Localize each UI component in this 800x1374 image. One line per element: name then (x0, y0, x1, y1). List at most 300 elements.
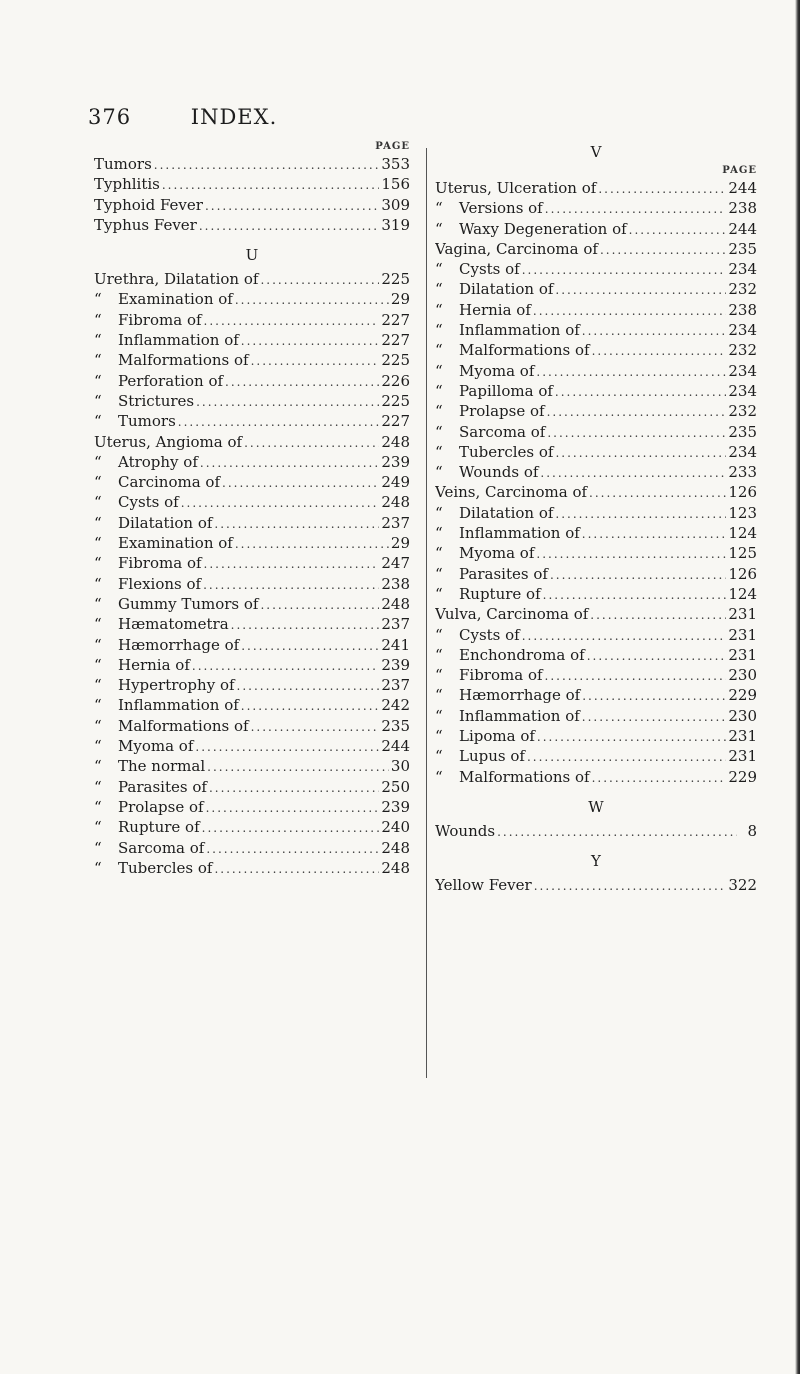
index-entry (435, 523, 757, 543)
page-title: INDEX. (190, 105, 278, 129)
entry-page: 232 (728, 402, 757, 421)
dot-leader (592, 768, 727, 787)
index-entry (435, 543, 757, 563)
ditto-mark: “ (435, 524, 443, 543)
entry-label: Versions of (459, 199, 543, 218)
ditto-mark: “ (94, 534, 102, 553)
entry-label: Waxy Degeneration of (459, 219, 627, 238)
ditto-mark: “ (435, 300, 443, 319)
entry-label: Cysts of (118, 493, 179, 512)
entry-page: 239 (381, 797, 410, 816)
ditto-mark: “ (435, 686, 443, 705)
entry-page: 124 (728, 584, 757, 603)
dot-leader (209, 778, 379, 797)
dot-leader (545, 666, 727, 685)
dot-leader (205, 196, 379, 215)
entry-page: 232 (728, 341, 757, 360)
entry-page: 232 (728, 280, 757, 299)
entry-page: 234 (728, 442, 757, 461)
entry-label: Hæmorrhage of (459, 686, 581, 705)
ditto-mark: “ (94, 371, 102, 390)
ditto-mark: “ (435, 625, 443, 644)
entry-label: Sarcoma of (459, 422, 546, 441)
entry-label: Cysts of (459, 625, 520, 644)
entry-label: Malformations of (118, 716, 249, 735)
entry-page: 247 (381, 554, 410, 573)
entry-page: 231 (728, 747, 757, 766)
dot-leader (241, 331, 380, 350)
index-entry (94, 195, 410, 215)
section-letter: V (590, 143, 602, 161)
entry-label: Carcinoma of (118, 473, 220, 492)
entry-page: 156 (381, 175, 410, 194)
dot-leader (214, 514, 379, 533)
index-entry (435, 198, 757, 218)
index-entry (435, 726, 757, 746)
ditto-mark: “ (94, 310, 102, 329)
page-column-label: PAGE (375, 141, 410, 152)
index-entry (94, 736, 410, 756)
dot-leader (582, 707, 727, 726)
dot-leader (547, 402, 727, 421)
entry-page: 238 (728, 199, 757, 218)
ditto-mark: “ (94, 574, 102, 593)
ditto-mark: “ (435, 280, 443, 299)
entry-page: 225 (381, 351, 410, 370)
entry-label: Vagina, Carcinoma of (435, 239, 598, 258)
dot-leader (178, 412, 380, 431)
entry-label: Inflammation of (118, 696, 239, 715)
entry-label: Examination of (118, 290, 233, 309)
section-letter: U (245, 246, 259, 265)
section-letter: W (588, 797, 604, 816)
index-entry (435, 462, 757, 482)
dot-leader (237, 676, 380, 695)
dot-leader (235, 290, 389, 309)
entry-page: 30 (390, 757, 410, 776)
entry-page: 242 (381, 696, 410, 715)
entry-page: 126 (728, 564, 757, 583)
dot-leader (199, 216, 380, 235)
dot-leader (225, 372, 379, 391)
entry-page: 235 (381, 716, 410, 735)
dot-leader (251, 717, 380, 736)
ditto-mark: “ (435, 199, 443, 218)
index-entry (435, 746, 757, 766)
page-column-label: PAGE (722, 165, 757, 176)
index-entry (94, 452, 410, 472)
entry-page: 29 (390, 290, 410, 309)
index-entry (435, 279, 757, 299)
page-header (88, 105, 277, 129)
entry-label: Yellow Fever (435, 876, 532, 895)
index-entry (435, 401, 757, 421)
entry-label: Typhoid Fever (94, 195, 203, 214)
right-index-column (435, 140, 757, 896)
entry-label: Myoma of (459, 544, 535, 563)
ditto-mark: “ (94, 513, 102, 532)
entry-label: Fibroma of (118, 554, 202, 573)
ditto-mark: “ (435, 442, 443, 461)
ditto-mark: “ (435, 767, 443, 786)
dot-leader (196, 392, 379, 411)
dot-leader (222, 473, 379, 492)
entry-page: 322 (728, 876, 757, 895)
entry-label: Fibroma of (118, 310, 202, 329)
ditto-mark: “ (435, 463, 443, 482)
index-entry (94, 655, 410, 675)
page-number: 376 (88, 105, 132, 129)
ditto-mark: “ (94, 452, 102, 471)
entry-page: 244 (728, 179, 757, 197)
dot-leader (545, 199, 727, 218)
index-entry (435, 665, 757, 685)
entry-label: Dilatation of (459, 503, 554, 522)
ditto-mark: “ (435, 503, 443, 522)
dot-leader (534, 876, 727, 895)
ditto-mark: “ (94, 290, 102, 309)
dot-leader (587, 646, 727, 665)
entry-page: 230 (728, 666, 757, 685)
dot-leader (582, 686, 726, 705)
dot-leader (497, 822, 737, 841)
entry-label: Hernia of (459, 300, 531, 319)
entry-label: Myoma of (118, 737, 194, 756)
dot-leader (555, 504, 726, 523)
entry-page: 237 (381, 615, 410, 634)
dot-leader (550, 565, 726, 584)
ditto-mark: “ (94, 858, 102, 877)
entry-page: 249 (381, 473, 410, 492)
ditto-mark: “ (94, 737, 102, 756)
dot-leader (536, 362, 726, 381)
entry-page: 231 (728, 625, 757, 644)
entry-page: 244 (381, 737, 410, 756)
index-entry (435, 584, 757, 604)
ditto-mark: “ (94, 655, 102, 674)
dot-leader (260, 270, 379, 289)
dot-leader (527, 747, 726, 766)
ditto-mark: “ (94, 838, 102, 857)
index-entry (435, 503, 757, 523)
entry-label: Fibroma of (459, 666, 543, 685)
entry-label: Parasites of (118, 777, 207, 796)
entry-label: Parasites of (459, 564, 548, 583)
entry-label: Strictures (118, 391, 195, 410)
entry-label: Lupus of (459, 747, 525, 766)
ditto-mark: “ (94, 554, 102, 573)
index-entry (435, 821, 757, 841)
ditto-mark: “ (435, 584, 443, 603)
entry-label: Rupture of (459, 584, 541, 603)
ditto-mark: “ (94, 777, 102, 796)
entry-page: 225 (381, 270, 410, 289)
index-entry (435, 685, 757, 705)
dot-leader (207, 757, 389, 776)
dot-leader (582, 524, 727, 543)
index-entry (94, 289, 410, 309)
ditto-mark: “ (94, 676, 102, 695)
entry-page: 239 (381, 452, 410, 471)
entry-label: Perforation of (118, 371, 224, 390)
entry-page: 227 (381, 310, 410, 329)
entry-label: Wounds (435, 821, 496, 840)
entry-page: 248 (381, 838, 410, 857)
index-entry (435, 259, 757, 279)
dot-leader (241, 636, 379, 655)
index-entry (94, 513, 410, 533)
entry-label: Papilloma of (459, 381, 553, 400)
index-entry (435, 219, 757, 239)
index-entry (435, 875, 757, 895)
dot-leader (536, 544, 726, 563)
dot-leader (162, 175, 380, 194)
dot-leader (192, 656, 379, 675)
entry-label: Wounds of (459, 463, 539, 482)
entry-page: 229 (728, 686, 757, 705)
dot-leader (235, 534, 389, 553)
entry-label: Tubercles of (118, 858, 213, 877)
entry-label: Hæmorrhage of (118, 635, 240, 654)
dot-leader (204, 554, 380, 573)
index-entry (94, 330, 410, 350)
ditto-mark: “ (435, 727, 443, 746)
entry-label: Flexions of (118, 574, 202, 593)
dot-leader (195, 737, 379, 756)
entry-page: 234 (728, 381, 757, 400)
entry-label: Hæmatometra (118, 615, 229, 634)
entry-page: 230 (728, 706, 757, 725)
index-entry (94, 635, 410, 655)
ditto-mark: “ (94, 391, 102, 410)
ditto-mark: “ (94, 412, 102, 431)
entry-page: 225 (381, 391, 410, 410)
entry-label: Cysts of (459, 260, 520, 279)
entry-label: Inflammation of (459, 524, 580, 543)
entry-page: 244 (728, 219, 757, 238)
entry-label: Myoma of (459, 361, 535, 380)
dot-leader (206, 839, 379, 858)
index-entry (94, 695, 410, 715)
dot-leader (203, 575, 379, 594)
entry-label: Enchondroma of (459, 645, 585, 664)
dot-leader (600, 240, 726, 259)
entry-page: 237 (381, 676, 410, 695)
entry-page: 238 (381, 574, 410, 593)
index-entry (435, 361, 757, 381)
entry-page: 234 (728, 321, 757, 340)
entry-label: Dilatation of (118, 513, 213, 532)
index-entry (435, 625, 757, 645)
entry-label: Prolapse of (118, 797, 204, 816)
entry-label: Tumors (118, 412, 176, 431)
entry-page: 125 (728, 544, 757, 563)
entry-label: Rupture of (118, 818, 200, 837)
index-entry (94, 371, 410, 391)
section-letter: Y (591, 852, 601, 871)
entry-page: 231 (728, 645, 757, 664)
entry-page: 235 (728, 422, 757, 441)
index-entry (435, 422, 757, 442)
dot-leader (555, 382, 726, 401)
entry-label: Hypertrophy of (118, 676, 235, 695)
entry-page: 248 (381, 594, 410, 613)
index-entry (94, 215, 410, 235)
dot-leader (206, 798, 380, 817)
index-entry (94, 716, 410, 736)
index-entry (94, 533, 410, 553)
index-entry (94, 310, 410, 330)
dot-leader (629, 220, 727, 239)
index-entry (94, 838, 410, 858)
index-entry (435, 442, 757, 462)
dot-leader (592, 341, 727, 360)
index-entry (435, 340, 757, 360)
index-entry (94, 174, 410, 194)
dot-leader (543, 585, 727, 604)
entry-label: Prolapse of (459, 402, 545, 421)
ditto-mark: “ (94, 818, 102, 837)
ditto-mark: “ (94, 635, 102, 654)
ditto-mark: “ (94, 331, 102, 350)
ditto-mark: “ (94, 351, 102, 370)
index-entry (435, 604, 757, 624)
ditto-mark: “ (435, 321, 443, 340)
entry-page: 231 (728, 605, 757, 624)
entry-label: Malformations of (459, 341, 590, 360)
entry-page: 233 (728, 463, 757, 482)
entry-page: 248 (381, 858, 410, 877)
dot-leader (533, 301, 726, 320)
entry-page: 234 (728, 260, 757, 279)
dot-leader (181, 493, 380, 512)
entry-page: 237 (381, 513, 410, 532)
index-entry (435, 320, 757, 340)
index-entry (94, 492, 410, 512)
entry-label: Typhus Fever (94, 215, 197, 234)
entry-label: Malformations of (118, 351, 249, 370)
entry-page: 8 (747, 821, 757, 840)
entry-label: Sarcoma of (118, 838, 205, 857)
entry-label: Vulva, Carcinoma of (435, 605, 589, 624)
dot-leader (540, 463, 726, 482)
entry-page: 234 (728, 361, 757, 380)
index-entry (94, 594, 410, 614)
dot-leader (154, 155, 380, 174)
index-entry (435, 300, 757, 320)
entry-page: 241 (381, 635, 410, 654)
column-divider (426, 148, 427, 1078)
entry-page: 238 (728, 300, 757, 319)
index-entry (94, 797, 410, 817)
entry-page: 231 (728, 727, 757, 746)
entry-label: Examination of (118, 534, 233, 553)
entry-label: Dilatation of (459, 280, 554, 299)
ditto-mark: “ (435, 260, 443, 279)
ditto-mark: “ (435, 645, 443, 664)
entry-label: Typhlitis (94, 175, 160, 194)
ditto-mark: “ (435, 564, 443, 583)
dot-leader (598, 179, 726, 198)
ditto-mark: “ (94, 696, 102, 715)
entry-label: Atrophy of (118, 452, 198, 471)
index-entry (94, 350, 410, 370)
dot-leader (260, 595, 379, 614)
dot-leader (204, 311, 380, 330)
page-edge-shadow (795, 0, 800, 1374)
entry-page: 353 (381, 155, 410, 173)
ditto-mark: “ (94, 473, 102, 492)
dot-leader (582, 321, 727, 340)
index-entry (435, 767, 757, 787)
entry-label: Veins, Carcinoma of (435, 483, 588, 502)
ditto-mark: “ (94, 594, 102, 613)
dot-leader (202, 818, 380, 837)
ditto-mark: “ (435, 706, 443, 725)
entry-label: Uterus, Angioma of (94, 432, 243, 451)
entry-page: 126 (728, 483, 757, 502)
index-entry (94, 777, 410, 797)
entry-label: Inflammation of (459, 706, 580, 725)
index-entry (435, 482, 757, 502)
ditto-mark: “ (435, 747, 443, 766)
index-entry (94, 614, 410, 634)
index-entry (435, 645, 757, 665)
entry-label: Tubercles of (459, 442, 554, 461)
dot-leader (244, 433, 379, 452)
ditto-mark: “ (94, 615, 102, 634)
entry-label: The normal (118, 757, 206, 776)
ditto-mark: “ (94, 757, 102, 776)
index-entry (94, 472, 410, 492)
entry-page: 123 (728, 503, 757, 522)
dot-leader (547, 423, 726, 442)
dot-leader (214, 859, 379, 878)
entry-page: 248 (381, 432, 410, 451)
entry-label: Gummy Tumors of (118, 594, 259, 613)
entry-label: Malformations of (459, 767, 590, 786)
index-entry (94, 432, 410, 452)
entry-page: 250 (381, 777, 410, 796)
entry-page: 227 (381, 331, 410, 350)
index-entry (435, 706, 757, 726)
index-entry (94, 553, 410, 573)
entry-page: 124 (728, 524, 757, 543)
ditto-mark: “ (435, 402, 443, 421)
index-entry (94, 858, 410, 878)
dot-leader (537, 727, 726, 746)
index-entry (94, 154, 410, 174)
dot-leader (590, 605, 726, 624)
dot-leader (522, 626, 727, 645)
index-entry (435, 239, 757, 259)
dot-leader (555, 280, 726, 299)
ditto-mark: “ (94, 716, 102, 735)
index-entry (94, 574, 410, 594)
ditto-mark: “ (94, 797, 102, 816)
dot-leader (589, 483, 726, 502)
entry-page: 309 (381, 195, 410, 214)
dot-leader (555, 443, 726, 462)
dot-leader (241, 696, 380, 715)
index-entry (94, 411, 410, 431)
ditto-mark: “ (435, 381, 443, 400)
ditto-mark: “ (435, 341, 443, 360)
dot-leader (522, 260, 727, 279)
index-entry (94, 756, 410, 776)
entry-page: 248 (381, 493, 410, 512)
ditto-mark: “ (435, 361, 443, 380)
